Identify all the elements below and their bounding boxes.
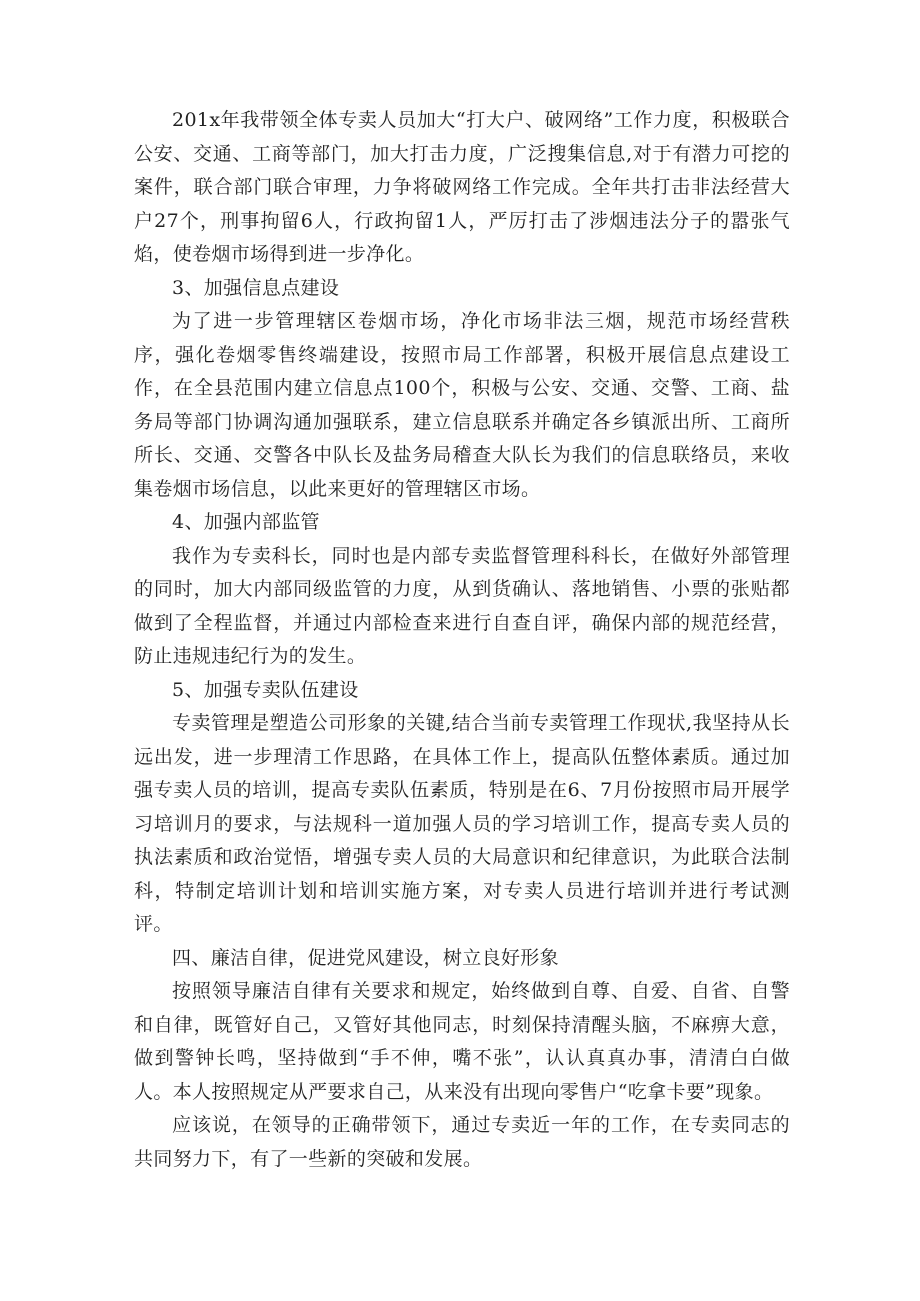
heading-integrity: 四、廉洁自律，促进党风建设，树立良好形象 bbox=[172, 946, 560, 969]
paragraph-integrity: 按照领导廉洁自律有关要求和规定，始终做到自尊、自爱、自省、自警和自律，既管好自己，又管好其他同志，时刻保持清醒头脑，不麻痹大意，做到警钟长鸣，坚持做到“手不伸，嘴不张”，认认真真办事，清清白白做人。本人按照规定从严要求自己，从来没有出现向零售户“吃拿卡要”现象。 bbox=[134, 980, 790, 1103]
paragraph-conclusion: 应该说，在领导的正确带领下，通过专卖近一年的工作，在专卖同志的共同努力下，有了一些新的突破和发展。 bbox=[134, 1114, 790, 1170]
heading-info-points: 3、加强信息点建设 bbox=[172, 276, 340, 299]
heading-internal-supervision: 4、加强内部监管 bbox=[172, 511, 320, 533]
paragraph-team-building: 专卖管理是塑造公司形象的关键,结合当前专卖管理工作现状,我坚持从长远出发，进一步理清工作思路，在具体工作上，提高队伍整体素质。通过加强专卖人员的培训，提高专卖队伍素质，特别是在6、7月份按照市局开展学习培训月的要求，与法规科一道加强人员的学习培训工作，提高专卖人员的执法素质和政治觉悟，增强专卖人员的大局意识和纪律意识，为此联合法制科，特制定培训计划和培训实施方案，对专卖人员进行培训并进行考试测评。 bbox=[134, 712, 790, 935]
heading-team-building: 5、加强专卖队伍建设 bbox=[172, 678, 359, 701]
paragraph-internal-supervision: 我作为专卖科长，同时也是内部专卖监督管理科科长，在做好外部管理的同时，加大内部同级监管的力度，从到货确认、落地销售、小票的张贴都做到了全程监督，并通过内部检查来进行自查自评，确保内部的规范经营，防止违规违纪行为的发生。 bbox=[134, 544, 790, 667]
paragraph-info-points: 为了进一步管理辖区卷烟市场，净化市场非法三烟，规范市场经营秩序，强化卷烟零售终端建设，按照市局工作部署，积极开展信息点建设工作，在全县范围内建立信息点100个，积极与公安、交通、交警、工商、盐务局等部门协调沟通加强联系，建立信息联系并确定各乡镇派出所、工商所所长、交通、交警各中队长及盐务局稽查大队长为我们的信息联络员，来收集卷烟市场信息，以此来更好的管理辖区市场。 bbox=[134, 310, 790, 500]
paragraph-crackdown-results: 201x年我带领全体专卖人员加大“打大户、破网络”工作力度，积极联合公安、交通、工商等部门，加大打击力度，广泛搜集信息,对于有潜力可挖的案件，联合部门联合审理，力争将破网络工作完成。全年共打击非法经营大户27个，刑事拘留6人，行政拘留1人，严厉打击了涉烟违法分子的嚣张气焰，使卷烟市场得到进一步净化。 bbox=[134, 109, 790, 265]
